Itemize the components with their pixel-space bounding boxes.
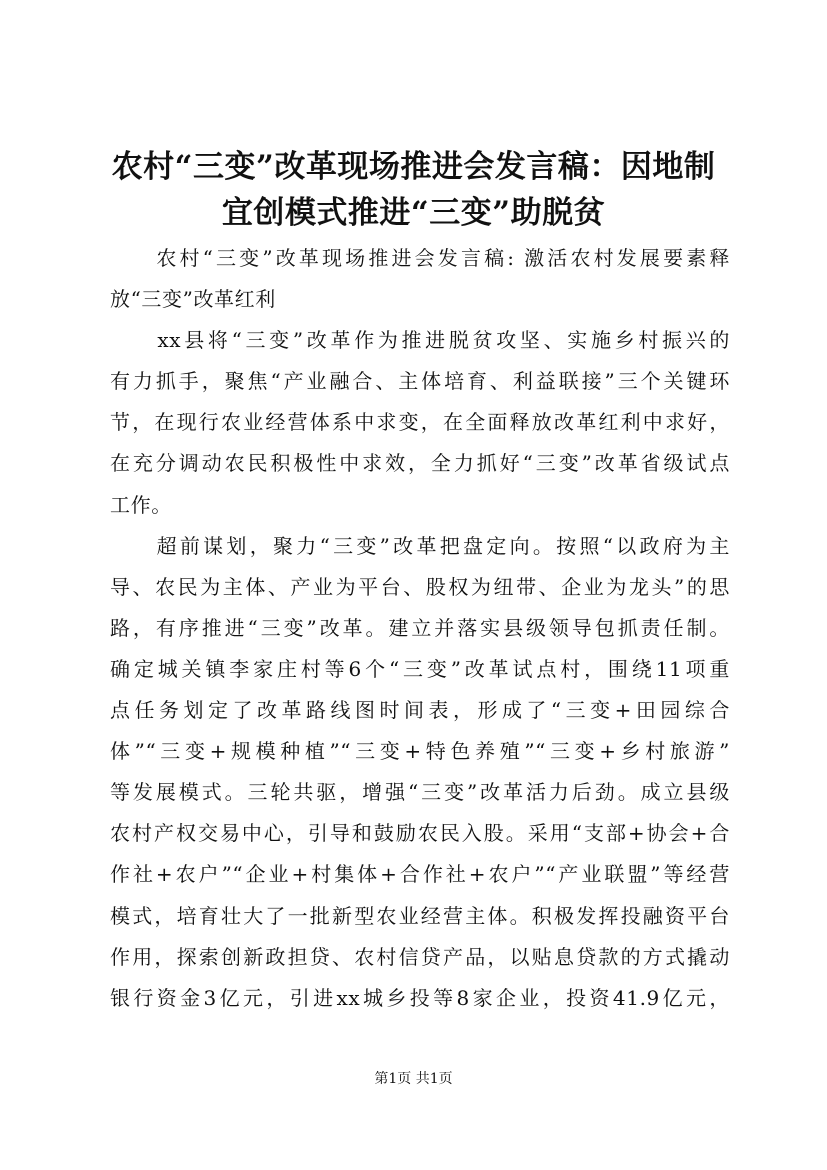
body-line: 银行资金3亿元，引进xx城乡投等8家企业，投资41.9亿元， — [110, 985, 730, 1010]
body-line: 体”“三变+规模种植”“三变+特色养殖”“三变+乡村旅游” — [110, 739, 730, 764]
body-line: 节，在现行农业经营体系中求变，在全面释放改革红利中求好， — [110, 410, 730, 435]
body-line: 在充分调动农民积极性中求效，全力抓好“三变”改革省级试点 — [110, 451, 730, 476]
body-line: 农村产权交易中心，引导和鼓励农民入股。采用“支部+协会+合 — [110, 821, 730, 846]
body-line: 模式，培育壮大了一批新型农业经营主体。积极发挥投融资平台 — [110, 903, 730, 928]
body-line: 作用，探索创新政担贷、农村信贷产品，以贴息贷款的方式撬动 — [110, 944, 730, 969]
title-line-1: 农村“三变”改革现场推进会发言稿：因地制 — [111, 149, 716, 185]
body-line: 工作。 — [110, 492, 172, 517]
document-body — [110, 238, 730, 1019]
body-line: 等发展模式。三轮共驱，增强“三变”改革活力后劲。成立县级 — [110, 780, 730, 805]
body-line: 作社+农户”“企业+村集体+合作社+农户”“产业联盟”等经营 — [110, 862, 730, 887]
body-line: 超前谋划，聚力“三变”改革把盘定向。按照“以政府为主 — [110, 533, 730, 558]
title-line-2: 宜创模式推进“三变”助脱贫 — [221, 195, 606, 231]
body-line: 农村“三变”改革现场推进会发言稿: 激活农村发展要素释 — [110, 246, 730, 270]
body-line: 点任务划定了改革路线图时间表，形成了“三变+田园综合 — [110, 698, 730, 723]
page-footer: 第1页 共1页 — [374, 1071, 453, 1087]
body-line: 导、农民为主体、产业为平台、股权为纽带、企业为龙头”的思 — [110, 574, 730, 599]
body-line: xx县将“三变”改革作为推进脱贫攻坚、实施乡村振兴的 — [110, 328, 730, 353]
document-title — [96, 144, 731, 236]
body-line: 路，有序推进“三变”改革。建立并落实县级领导包抓责任制。 — [110, 615, 730, 640]
body-line: 确定城关镇李家庄村等6个“三变”改革试点村，围绕11项重 — [110, 656, 730, 681]
body-line: 有力抓手，聚焦“产业融合、主体培育、利益联接”三个关键环 — [110, 369, 730, 394]
body-line: 放“三变”改革红利 — [110, 287, 276, 312]
